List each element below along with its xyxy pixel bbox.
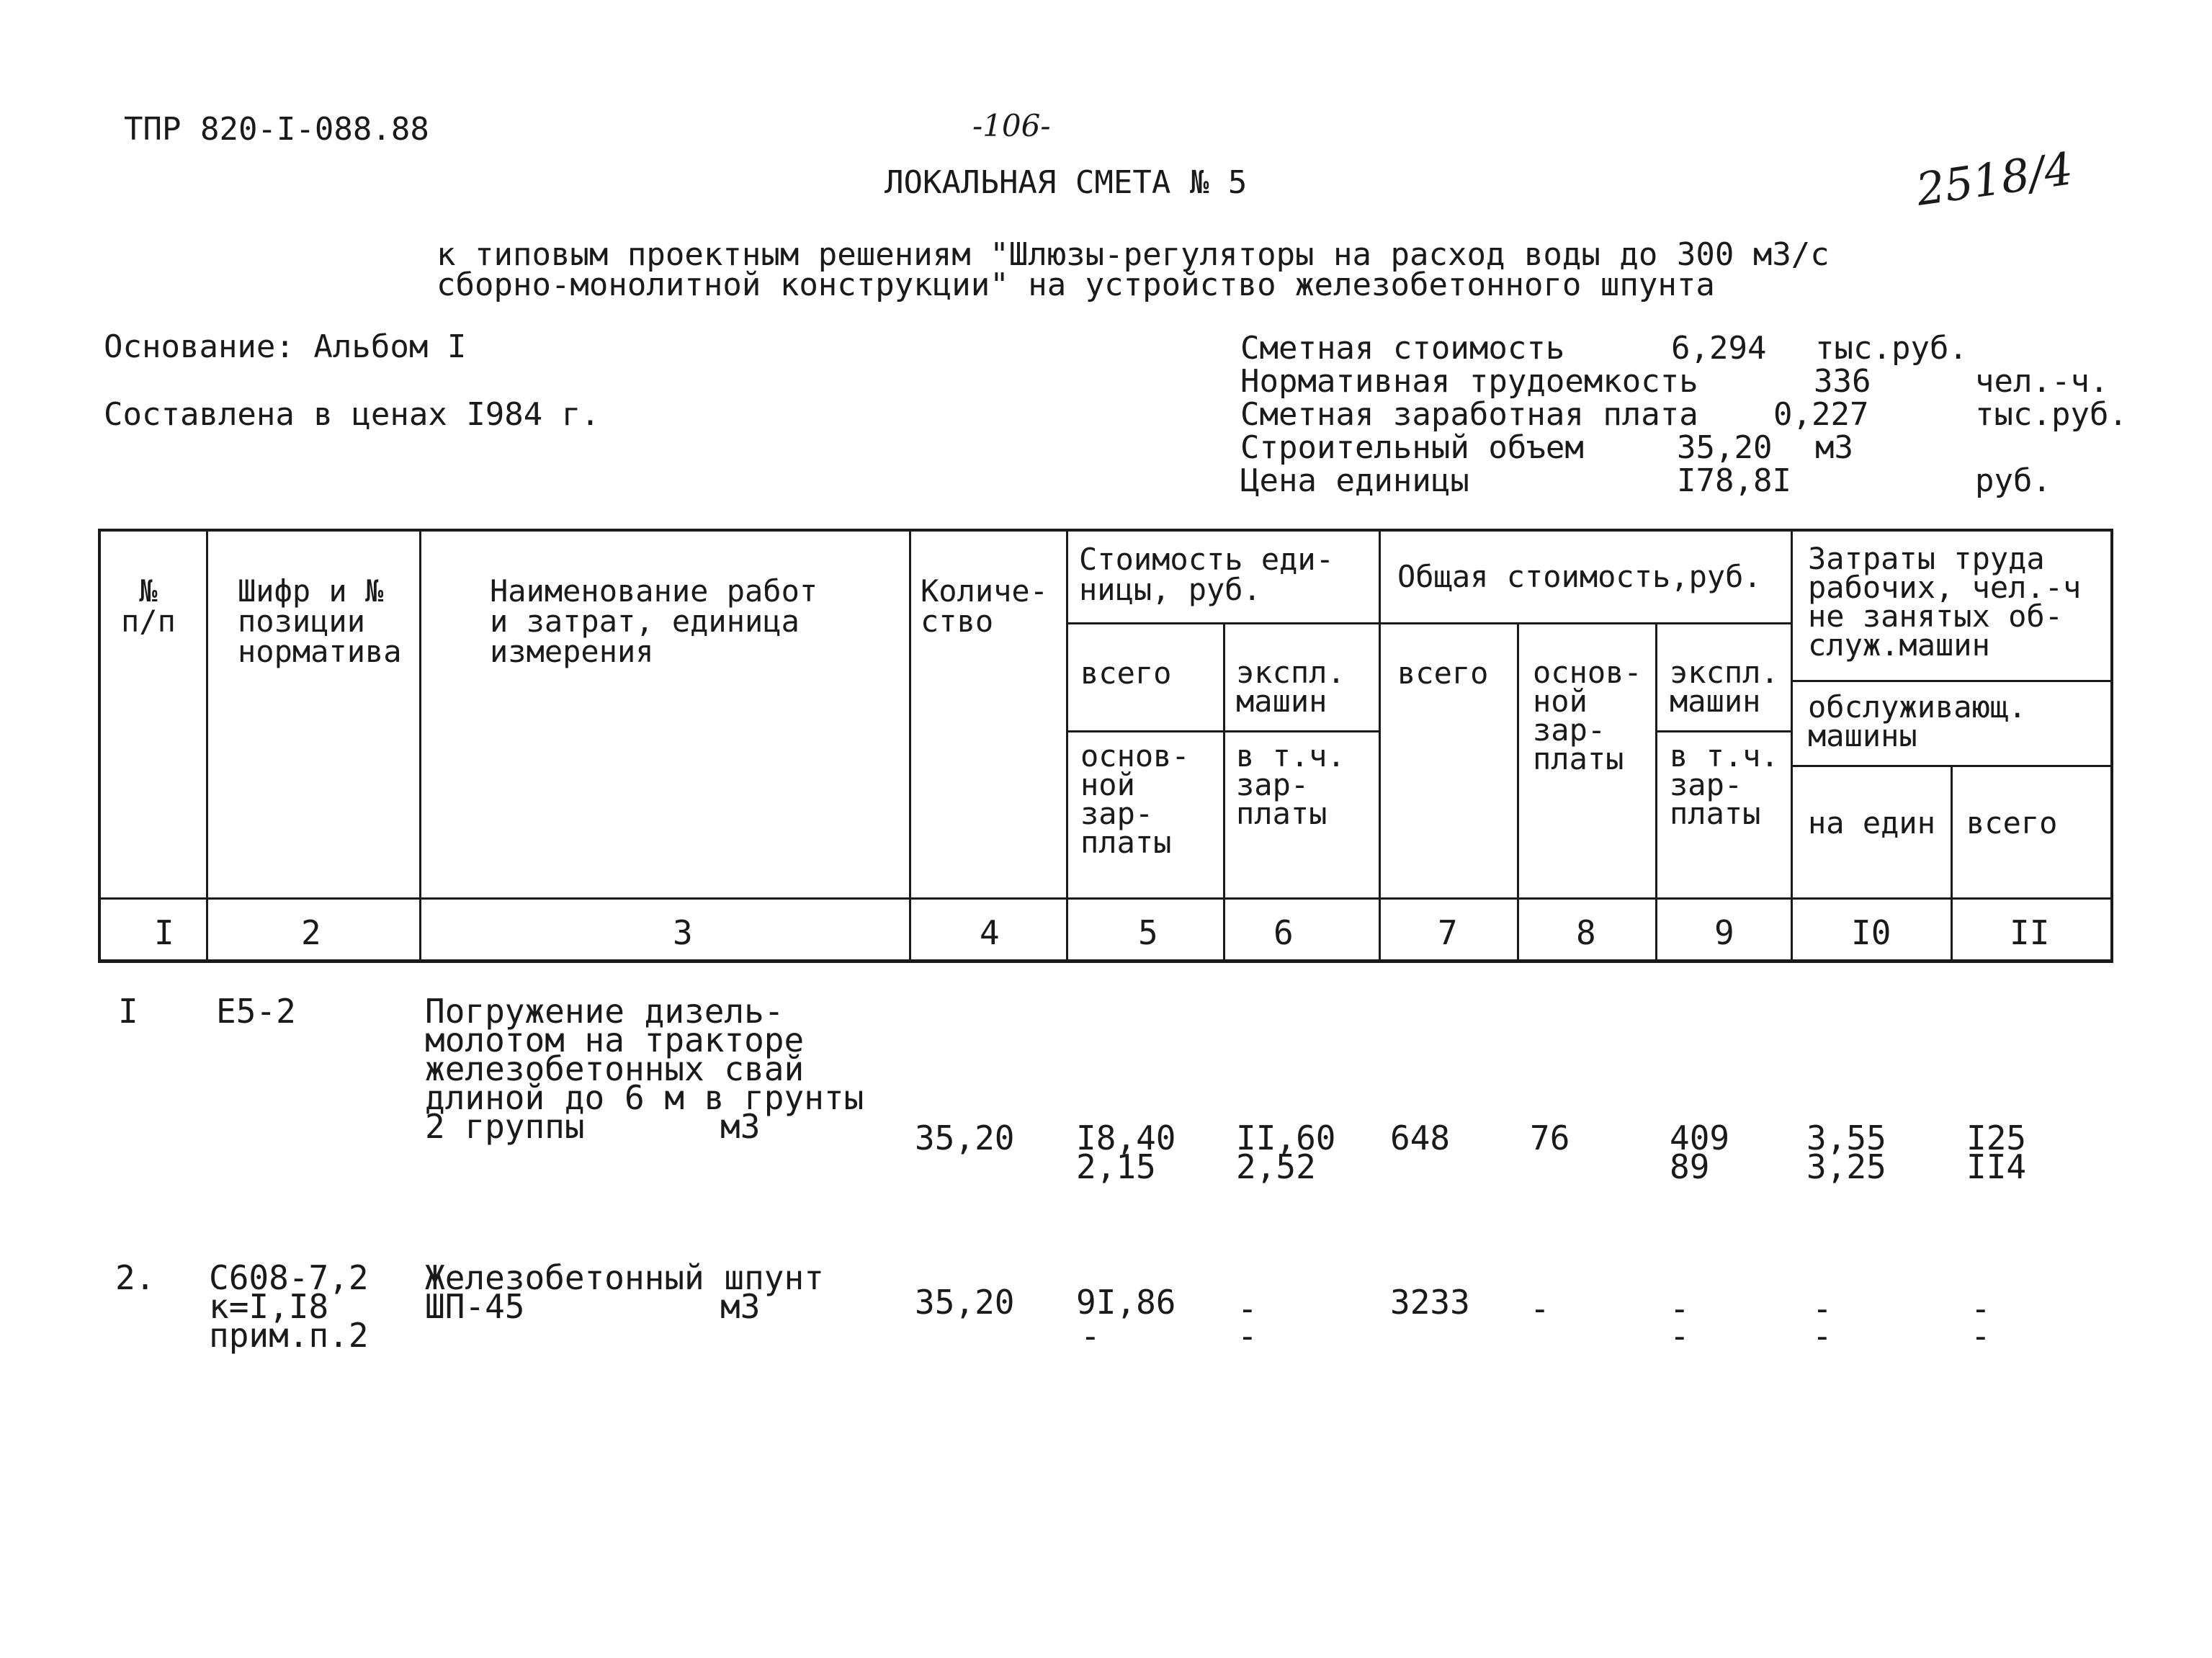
- header-c9-machines: экспл. машин: [1670, 655, 1779, 719]
- row-c7: 648: [1390, 1119, 1451, 1157]
- table-bottom-rule: [98, 959, 2113, 963]
- basis-foundation: Основание: Альбом I: [104, 328, 467, 365]
- row-c9: -: [1670, 1289, 1690, 1328]
- row-number: 2.: [115, 1258, 156, 1297]
- rule-labor-sub2: [1792, 765, 2113, 767]
- row-unit: м3: [720, 1287, 761, 1326]
- summary-value-volume: 35,20: [1677, 429, 1773, 466]
- vline-11: [2110, 529, 2113, 961]
- header-c5-total: всего: [1080, 655, 1172, 691]
- row-c11: I25 II4: [1966, 1119, 2027, 1186]
- vline-3: [909, 529, 911, 961]
- dash-mark: -: [1080, 1317, 1101, 1355]
- column-number: 4: [980, 913, 1000, 952]
- dash-mark: -: [1812, 1317, 1832, 1355]
- handwritten-reference: 2518/4: [1912, 142, 2077, 216]
- rule-labor-sub: [1792, 680, 2113, 682]
- header-c9-wages: в т.ч. зар- платы: [1670, 738, 1779, 831]
- summary-value-cost: 6,294: [1671, 330, 1767, 367]
- document-title: ЛОКАЛЬНАЯ СМЕТА № 5: [885, 164, 1248, 201]
- row-c9: 409 89: [1670, 1119, 1730, 1186]
- vline-5: [1223, 622, 1225, 961]
- vline-9: [1791, 529, 1793, 961]
- row-work-name: Железобетонный шпунт ШП-45: [425, 1258, 824, 1326]
- column-number: II: [2010, 913, 2050, 952]
- row-c6: II,60 2,52: [1236, 1119, 1336, 1186]
- header-labor: Затраты труда рабочих, чел.-ч не занятых об- служ.машин: [1808, 541, 2082, 663]
- header-labor-service: обслуживающ. машины: [1808, 689, 2027, 753]
- column-number: 8: [1576, 913, 1596, 952]
- row-code: Е5-2: [216, 992, 296, 1031]
- dash-mark: -: [1237, 1317, 1258, 1355]
- row-code: С608-7,2 к=I,I8 прим.п.2: [209, 1258, 369, 1355]
- summary-unit-volume: м3: [1815, 429, 1853, 466]
- column-number: 5: [1138, 913, 1158, 952]
- header-c7-total: всего: [1397, 655, 1489, 691]
- summary-label-volume: Строительный объем: [1240, 429, 1584, 466]
- vline-1: [206, 529, 208, 961]
- subtitle-line-1: к типовым проектным решениям "Шлюзы-регуляторы на расход воды до 300 м3/с: [436, 236, 1830, 273]
- dash-mark: -: [1670, 1317, 1690, 1355]
- summary-value-wages: 0,227: [1773, 396, 1869, 433]
- header-c6-wages: в т.ч. зар- платы: [1236, 738, 1345, 831]
- summary-unit-wages: тыс.руб.: [1975, 396, 2128, 433]
- summary-unit-unit-price: руб.: [1975, 462, 2051, 499]
- summary-label-labor: Нормативная трудоемкость: [1240, 363, 1698, 400]
- summary-value-unit-price: I78,8I: [1677, 462, 1791, 499]
- rule-header-bottom: [98, 897, 2113, 900]
- row-c8: -: [1530, 1289, 1550, 1328]
- vline-10: [1951, 765, 1953, 961]
- header-work-name: Наименование работ и затрат, единица измерения: [490, 573, 818, 669]
- column-number: 3: [673, 913, 693, 952]
- basis-prices: Составлена в ценах I984 г.: [104, 396, 600, 433]
- header-row-number: № п/п: [121, 573, 176, 639]
- header-c5-wages: основ- ной зар- платы: [1080, 738, 1190, 860]
- row-quantity: 35,20: [915, 1283, 1015, 1322]
- vline-4: [1066, 529, 1068, 961]
- document-code: ТПР 820-I-088.88: [124, 111, 429, 148]
- row-c11: -: [1971, 1289, 1991, 1328]
- row-c5: I8,40 2,15: [1076, 1119, 1176, 1186]
- vline-8: [1655, 622, 1657, 961]
- column-number: 2: [301, 913, 321, 952]
- row-c6: -: [1237, 1289, 1258, 1328]
- table-top-rule: [98, 529, 2113, 532]
- row-quantity: 35,20: [915, 1119, 1015, 1157]
- subtitle-line-2: сборно-монолитной конструкции" на устройство железобетонного шпунта: [436, 266, 1715, 303]
- row-work-name: Погружение дизель- молотом на тракторе железобетонных свай длиной до 6 м в грунты 2 группы: [425, 992, 864, 1146]
- rule-c9-split: [1657, 730, 1792, 732]
- row-c5: 9I,86: [1076, 1283, 1176, 1322]
- rule-group-header: [1067, 622, 1791, 624]
- dash-mark: -: [1971, 1317, 1991, 1355]
- vline-0: [98, 529, 101, 961]
- header-unit-cost: Стоимость еди- ницы, руб.: [1079, 542, 1335, 607]
- header-c8-wages: основ- ной зар- платы: [1533, 655, 1642, 776]
- row-c8: 76: [1530, 1119, 1570, 1157]
- column-number: I0: [1851, 913, 1891, 952]
- summary-label-unit-price: Цена единицы: [1240, 462, 1469, 499]
- column-number: 9: [1714, 913, 1734, 952]
- row-number: I: [118, 992, 138, 1031]
- summary-unit-cost: тыс.руб.: [1815, 330, 1968, 367]
- row-unit: м3: [720, 1107, 761, 1146]
- column-number: 6: [1273, 913, 1294, 952]
- header-code: Шифр и № позиции норматива: [238, 573, 402, 669]
- row-c10: 3,55 3,25: [1806, 1119, 1886, 1186]
- summary-label-wages: Сметная заработная плата: [1240, 396, 1698, 433]
- header-c6-machines: экспл. машин: [1236, 655, 1345, 719]
- header-quantity: Количе- ство: [921, 573, 1049, 639]
- row-c7: 3233: [1390, 1283, 1470, 1322]
- vline-2: [419, 529, 421, 961]
- summary-label-cost: Сметная стоимость: [1240, 330, 1565, 367]
- header-total-cost: Общая стоимость,руб.: [1397, 559, 1762, 594]
- vline-6: [1379, 529, 1381, 961]
- page-number: -106-: [972, 108, 1051, 143]
- summary-value-labor: 336: [1814, 363, 1871, 400]
- row-c10: -: [1812, 1289, 1832, 1328]
- column-number: 7: [1438, 913, 1458, 952]
- summary-unit-labor: чел.-ч.: [1975, 363, 2109, 400]
- vline-7: [1517, 622, 1519, 961]
- header-c11-total: всего: [1966, 805, 2058, 841]
- header-c10-per-unit: на един: [1808, 805, 1936, 841]
- column-number: I: [154, 913, 174, 952]
